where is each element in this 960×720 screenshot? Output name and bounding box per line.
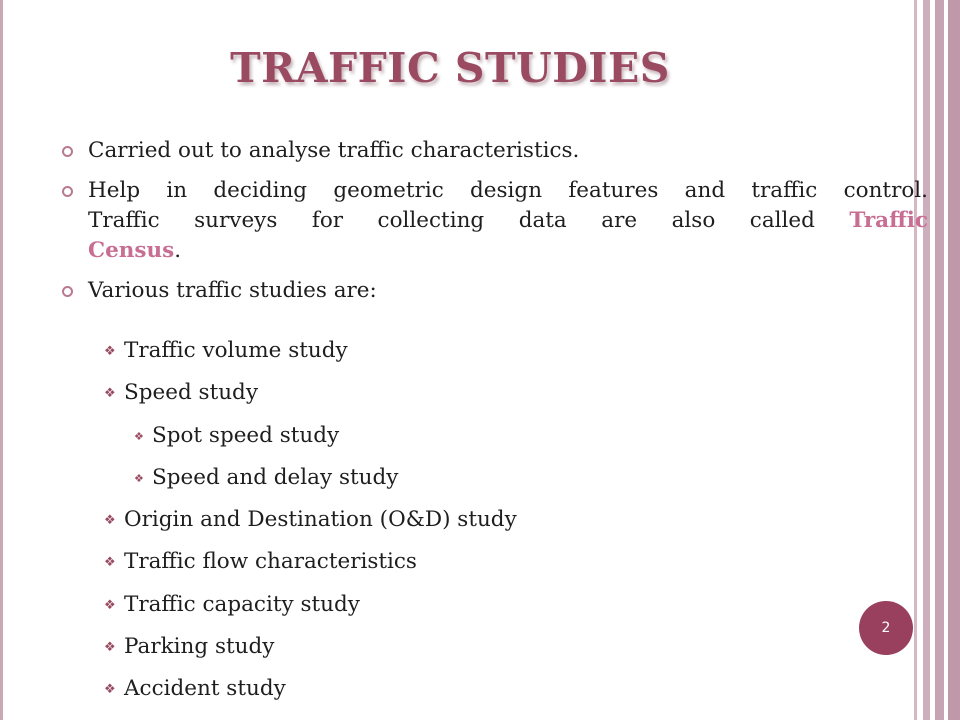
study-label: Accident study <box>124 676 286 701</box>
bullet-item <box>62 136 928 166</box>
study-subitem <box>134 463 398 494</box>
study-label: Traffic volume study <box>124 338 348 363</box>
bullet-item <box>62 276 928 306</box>
bullet-item <box>62 176 928 266</box>
bullet-text-line: Help in deciding geometric design features and traffic control. <box>88 178 928 203</box>
diamond-bullet-icon: ❖ <box>134 430 144 443</box>
page-number-badge: 2 <box>859 601 913 655</box>
study-label: Traffic capacity study <box>124 592 360 617</box>
study-item <box>104 505 517 536</box>
diamond-bullet-icon: ❖ <box>104 682 116 697</box>
study-label: Traffic flow characteristics <box>124 549 417 574</box>
study-item <box>104 674 286 705</box>
diamond-bullet-icon: ❖ <box>104 513 116 528</box>
bullet-list <box>62 136 928 316</box>
diamond-bullet-icon: ❖ <box>104 386 116 401</box>
bullet-text: Carried out to analyse traffic characteristics. <box>88 138 580 163</box>
bullet-text: Various traffic studies are: <box>88 278 377 303</box>
study-label: Speed study <box>124 380 258 405</box>
diamond-bullet-icon: ❖ <box>134 472 144 485</box>
emphasis-text: Traffic <box>849 208 928 233</box>
study-subitem <box>134 421 339 452</box>
study-item <box>104 336 348 367</box>
ring-bullet-icon <box>62 286 73 297</box>
ring-bullet-icon <box>62 146 73 157</box>
study-label: Parking study <box>124 634 275 659</box>
study-item <box>104 547 417 578</box>
emphasis-text: Census <box>88 238 175 263</box>
slide-title: TRAFFIC STUDIES <box>230 44 670 92</box>
study-label: Speed and delay study <box>152 465 399 490</box>
study-item <box>104 378 258 409</box>
diamond-bullet-icon: ❖ <box>104 555 116 570</box>
slide-left-border <box>0 0 3 720</box>
diamond-bullet-icon: ❖ <box>104 640 116 655</box>
study-label: Spot speed study <box>152 423 340 448</box>
bullet-text-segment: Traffic surveys for collecting data are also called <box>88 208 850 233</box>
study-item <box>104 590 360 621</box>
bullet-text-line <box>88 236 928 266</box>
diamond-bullet-icon: ❖ <box>104 598 116 613</box>
diamond-bullet-icon: ❖ <box>104 344 116 359</box>
decorative-side-bars <box>914 0 960 720</box>
study-label: Origin and Destination (O&D) study <box>124 507 517 532</box>
ring-bullet-icon <box>62 186 73 197</box>
bullet-text-line <box>88 206 928 236</box>
bullet-text-segment: . <box>174 238 182 263</box>
study-item <box>104 632 274 663</box>
